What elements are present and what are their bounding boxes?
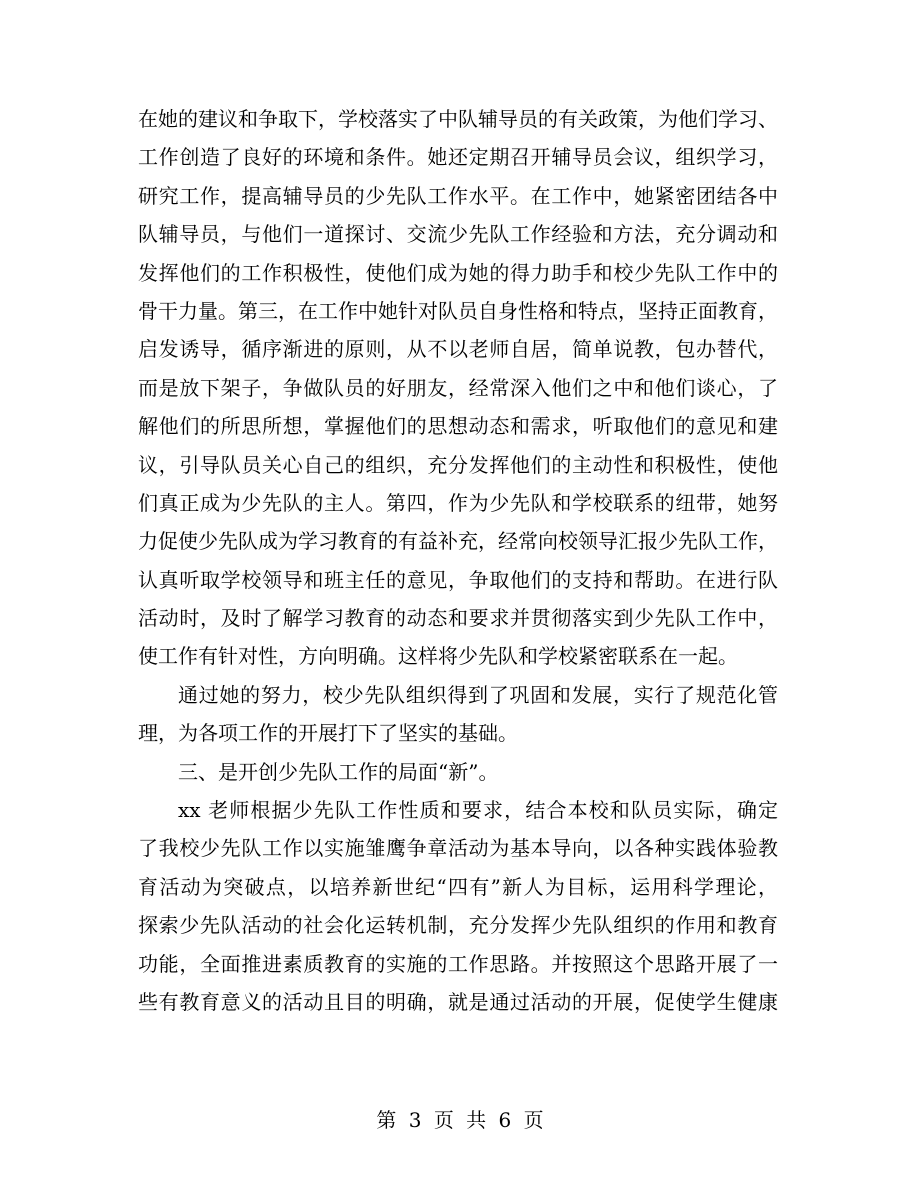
- text-line: 理，为各项工作的开展打下了坚实的基础。: [138, 721, 518, 746]
- text-line: 认真听取学校领导和班主任的意见，争取他们的支持和帮助。在进行队: [138, 567, 778, 592]
- text-line: 育活动为突破点，以培养新世纪“四有”新人为目标，运用科学理论，: [138, 874, 778, 899]
- text-line: 探索少先队活动的社会化运转机制，充分发挥少先队组织的作用和教育: [138, 913, 778, 938]
- text-line: 通过她的努力，校少先队组织得到了巩固和发展，实行了规范化管: [178, 682, 778, 707]
- text-line: 们真正成为少先队的主人。第四，作为少先队和学校联系的纽带，她努: [138, 490, 778, 515]
- text-line: xx 老师根据少先队工作性质和要求，结合本校和队员实际，确定: [178, 798, 778, 823]
- text-line: 发挥他们的工作积极性，使他们成为她的得力助手和校少先队工作中的: [138, 260, 778, 285]
- text-line: 骨干力量。第三，在工作中她针对队员自身性格和特点，坚持正面教育，: [138, 298, 778, 323]
- text-line: 了我校少先队工作以实施雏鹰争章活动为基本导向，以各种实践体验教: [138, 836, 778, 861]
- body-text: [138, 100, 778, 1021]
- text-line: 启发诱导，循序渐进的原则，从不以老师自居，简单说教，包办替代，: [138, 337, 778, 362]
- section-heading: 三、是开创少先队工作的局面“新”。: [178, 759, 499, 784]
- text-line: 议，引导队员关心自己的组织，充分发挥他们的主动性和积极性，使他: [138, 452, 778, 477]
- text-line: 队辅导员，与他们一道探讨、交流少先队工作经验和方法，充分调动和: [138, 222, 778, 247]
- text-line: 些有教育意义的活动且目的明确，就是通过活动的开展，促使学生健康: [138, 989, 778, 1014]
- text-line: 解他们的所思所想，掌握他们的思想动态和需求，听取他们的意见和建: [138, 414, 778, 439]
- text-line: 功能，全面推进素质教育的实施的工作思路。并按照这个思路开展了一: [138, 951, 778, 976]
- page-number-footer: 第 3 页 共 6 页: [376, 1108, 544, 1132]
- text-line: 而是放下架子，争做队员的好朋友，经常深入他们之中和他们谈心，了: [138, 375, 778, 400]
- text-line: 工作创造了良好的环境和条件。她还定期召开辅导员会议，组织学习，: [138, 145, 778, 170]
- text-line: 活动时，及时了解学习教育的动态和要求并贯彻落实到少先队工作中，: [138, 606, 778, 631]
- text-line: 力促使少先队成为学习教育的有益补充，经常向校领导汇报少先队工作，: [138, 529, 778, 554]
- text-line: 使工作有针对性，方向明确。这样将少先队和学校紧密联系在一起。: [138, 644, 738, 669]
- text-line: 在她的建议和争取下，学校落实了中队辅导员的有关政策，为他们学习、: [138, 107, 778, 131]
- text-line: 研究工作，提高辅导员的少先队工作水平。在工作中，她紧密团结各中: [138, 183, 778, 208]
